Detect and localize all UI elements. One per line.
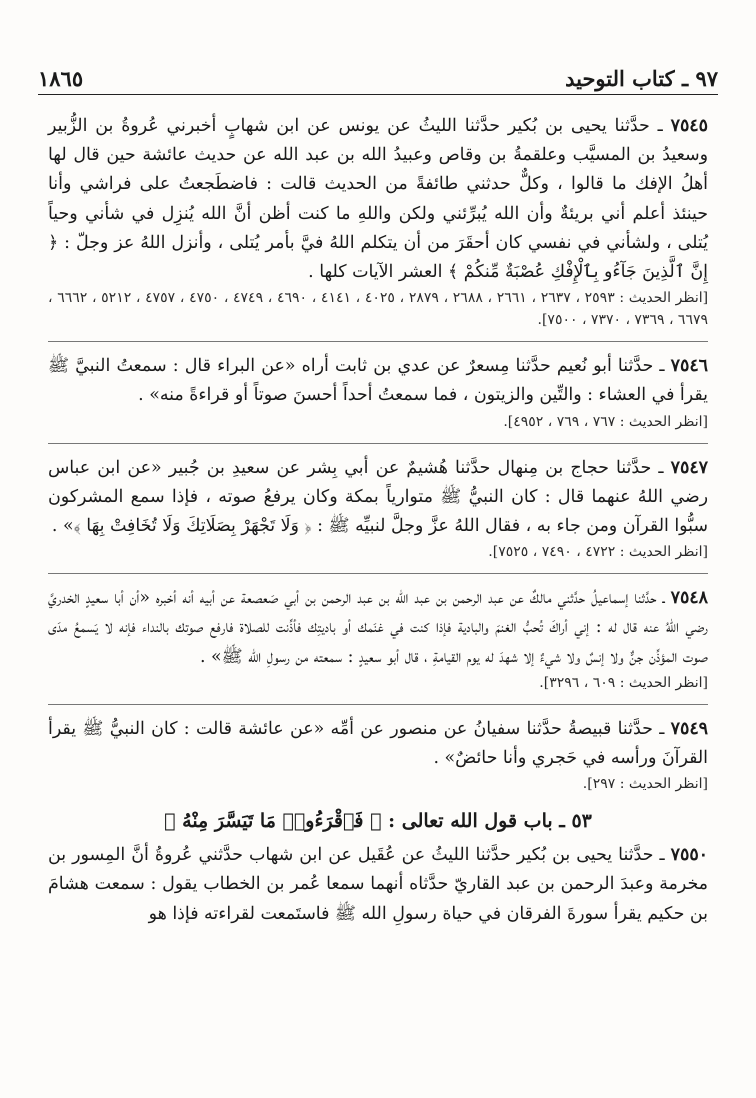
hadith-reference: [انظر الحديث : ٢٥٩٣ ، ٢٦٣٧ ، ٢٦٦١ ، ٢٦٨٨ ، ٢٨٧٩ ، ٤٠٢٥ ، ٤١٤١ ، ٤٦٩٠ ، ٤٧٤٩ ، ٤٧٥٠ ، ٤٧٥٧ ، ٥٢١٢ ، ٦٦٦٢ ، ٦٦٧٩ ، ٧٣٦٩ ، ٧٣٧٠ ، ٧٥٠٠]. — [48, 290, 709, 329]
hadith-text: ـ حدَّثنا قبيصةُ حدَّثنا سفيانُ عن منصور عن أمِّه «عن عائشة قالت : كان النبيُّ ﷺ يقرأ القرآنَ ورأسه في حَجري وأنا حائضٌ» . — [48, 718, 708, 769]
page-body — [48, 112, 708, 939]
hadith-text: ـ حدَّثنا يحيى بن بُكير حدَّثنا الليثُ عن عُقَيل عن ابن شهاب حدَّثني عُروةُ أنَّ المِسور بن مخرمة وعبدَ الرحمن بن عبد القاريّ حدَّثاه أنهما سمعا عُمر بن الخطاب يقول : سمعت هشامَ بن حكيم يقرأ سورةَ الفرقان في حياة رسولِ الله ﷺ فاستَمعت لقراءته فإذا هو — [48, 845, 708, 924]
page-header — [38, 60, 718, 95]
separator — [48, 704, 708, 705]
hadith-number: ٧٥٤٧ — [670, 457, 709, 478]
hadith-7549 — [48, 715, 708, 795]
hadith-text: ـ حدَّثنا يحيى بن بُكير حدَّثنا الليثُ عن يونس عن ابن شهابٍ أخبرني عُروةُ بن الزُّبير وسعيدُ بن المسيَّب وعلقمةُ بن وقاص وعبيدُ الله بن عبد الله عن حديث عائشة حين قال لها أهلُ الإفك ما قالوا ، وكلٌّ حدثني طائفةً من الحديث قالت : فاضطَجعتُ على فراشي وأنا حينئذ أعلم أني بريئةٌ وأن الله يُبرِّئني ولكن واللهِ ما كنت أظن أنَّ الله يُنزِل في شأني وحياً يُتلى ، ولشأني في نفسي كان أحقَرَ من أن يتكلم اللهُ فيَّ بأمر يُتلى ، وأنزل اللهُ عز وجلّ : ﴿ إِنَّ ٱلَّذِينَ جَآءُو بِٱلْإِفْكِ عُصْبَةٌ مِّنكُمْ ﴾ العشر الآيات كلها . — [48, 116, 708, 283]
hadith-7545 — [48, 112, 708, 331]
page-number: ١٨٦٥ — [38, 66, 84, 91]
hadith-7547 — [48, 454, 708, 564]
separator — [48, 443, 708, 444]
book-title: ٩٧ ـ كتاب التوحيد — [565, 66, 718, 91]
hadith-text: ـ حدَّثنا حجاج بن مِنهال حدَّثنا هُشيمٌ عن أبي بِشر عن سعيدِ بن جُبير «عن ابن عباس رضي اللهُ عنهما قال : كان النبيُّ ﷺ متوارياً بمكة وكان يرفعُ صوته ، فإذا سمع المشركون سبُّوا القرآن ومن جاء به ، فقال اللهُ عزَّ وجلَّ لنبيِّه ﷺ : ﴿ وَلَا تَجْهَرْ بِصَلَاتِكَ وَلَا تُخَافِتْ بِهَا ﴾» . — [48, 457, 708, 537]
hadith-reference: [انظر الحديث : ٢٩٧]. — [582, 776, 708, 793]
chapter-heading: ٥٣ ـ باب قول الله تعالى : ﴿ فَٱقْرَءُوا۟ مَا تَيَسَّرَ مِنْهُ ﴾ — [164, 810, 592, 833]
hadith-text: ـ حدَّثنا أبو نُعيم حدَّثنا مِسعرٌ عن عدي بن ثابت أراه «عن البراء قال : سمعتُ النبيَّ ﷺ يقرأ في العشاء : والتِّين والزيتون ، فما سمعتُ أحداً أحسنَ صوتاً أو قراءةً منه» . — [48, 356, 708, 406]
hadith-number: ٧٥٤٦ — [670, 356, 709, 377]
hadith-reference: [انظر الحديث : ٧٦٧ ، ٧٦٩ ، ٤٩٥٢]. — [503, 413, 708, 430]
hadith-number: ٧٥٤٨ — [670, 588, 708, 609]
hadith-7546 — [48, 352, 708, 432]
hadith-number: ٧٥٤٥ — [670, 116, 708, 136]
hadith-reference: [انظر الحديث : ٦٠٩ ، ٣٢٩٦]. — [539, 674, 708, 691]
hadith-7548 — [48, 584, 708, 694]
hadith-number: ٧٥٥٠ — [670, 845, 709, 866]
hadith-reference: [انظر الحديث : ٤٧٢٢ ، ٧٤٩٠ ، ٧٥٢٥]. — [488, 544, 708, 561]
separator — [48, 341, 708, 342]
separator — [48, 573, 708, 574]
hadith-number: ٧٥٤٩ — [670, 718, 709, 739]
hadith-7550 — [48, 841, 708, 929]
hadith-text: ـ حدَّثنا إسماعيلُ حدَّثني مالكٌ عن عبد الرحمن بن عبد الله بن عبد الرحمن بن أبي صَعصعة عن أبيه أنه أخبره «أن أبا سعيدٍ الخدريَّ رضي اللهُ عنه قال له : إني أراكَ تُحبُّ الغنمَ والبادية فإذا كنت في غنَمك أو باديتِك فأذِّنت للصلاة فارفع صوتك بالنداء فإنه لا يَسمعُ مدَى صوت المؤذِّن جنٌّ ولا إنسٌ ولا شيءٌ إلا شهدَ له يوم القيامةِ ، قال أبو سعيدٍ : سمعته من رسولِ الله ﷺ» . — [48, 588, 708, 667]
